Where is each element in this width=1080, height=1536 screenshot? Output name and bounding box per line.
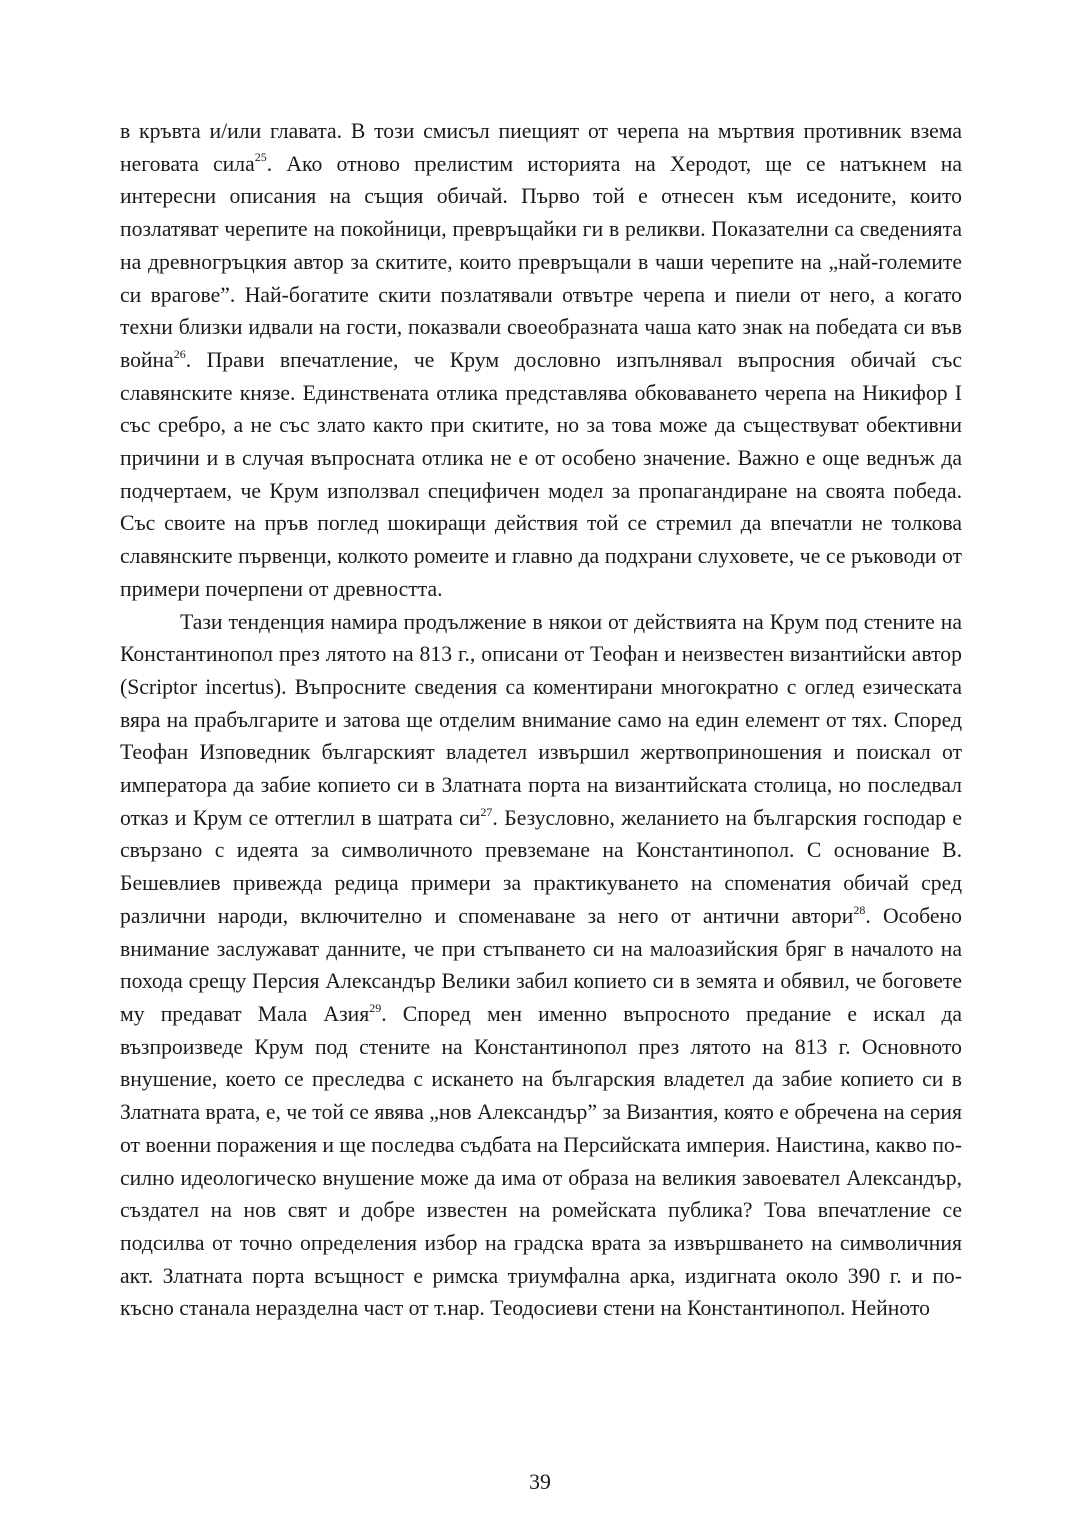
footnote-ref-28[interactable]: 28	[853, 902, 866, 917]
paragraph-2-text-3: . Особено внимание заслужават данните, че при стъпването си на малоазийския бряг в началото на похода срещу Персия Александър Велики забил копието си в земята и обявил, че боговете му предават Мала Азия	[120, 903, 962, 1026]
paragraph-2	[120, 606, 962, 1325]
paragraph-1	[120, 115, 962, 606]
paragraph-1-text-1: в кръвта и/или главата. В този смисъл пиещият от черепа на мъртвия противник взема неговата сила	[120, 119, 962, 176]
paragraph-2-text-1: Тази тенденция намира продължение в някои от действията на Крум под стените на Константинопол през лятото на 813 г., описани от Теофан и неизвестен византийски автор (Scriptor incertus). Въпросните сведения са коментирани многократно с оглед езическата вяра на прабългарите и затова ще отделим внимание само на един елемент от тях. Според Теофан Изповедник българският владетел извършил жертвоприношения и поискал от императора да забие копието си в Златната порта на византийската столица, но последвал отказ и Крум се оттеглил в шатрата си	[120, 609, 962, 830]
footnote-ref-27[interactable]: 27	[480, 804, 493, 819]
body-text	[120, 115, 962, 1325]
paragraph-2-text-2: . Безусловно, желанието на българския господар е свързано с идеята за символичното превземане на Константинопол. С основание В. Бешевлиев привежда редица примери за практикуването на споменатия обичай сред различни народи, включително и споменаване за него от антични автори	[120, 805, 962, 928]
footnote-ref-25[interactable]: 25	[254, 150, 267, 165]
footnote-ref-29[interactable]: 29	[369, 1000, 382, 1015]
paragraph-1-text-3: . Прави впечатление, че Крум дословно изпълнявал въпросния обичай със славянските князе. Единствената отлика представлява обковаването черепа на Никифор I със сребро, а не със злато както при скитите, но за това може да съществуват обективни причини и в случая въпросната отлика не е от особено значение. Важно е още веднъж да подчертаем, че Крум използвал специфичен модел за пропагандиране на своята победа. Със своите на пръв поглед шокиращи действия той се стремил да впечатли не толкова славянските първенци, колкото ромеите и главно да подхрани слуховете, че се ръководи от примери почерпени от древността.	[120, 347, 962, 601]
footnote-ref-26[interactable]: 26	[173, 346, 186, 361]
paragraph-1-text-2: . Ако отново прелистим историята на Херодот, ще се натъкнем на интересни описания на същия обичай. Първо той е отнесен към иседоните, които позлатяват черепите на покойници, превръщайки ги в реликви. Показателни са сведенията на древногръцкия автор за скитите, които превръщали в чаши черепите на „най-големите си врагове”. Най-богатите скити позлатявали отвътре черепа и пиели от него, а когато техни близки идвали на гости, показвали своеобразната чаша като знак на победата си във война	[120, 151, 963, 372]
page-number: 39	[529, 1470, 551, 1494]
paragraph-2-text-4: . Според мен именно въпросното предание е искал да възпроизведе Крум под стените на Константинопол през лятото на 813 г. Основното внушение, което се преследва с искането на българския владетел да забие копието си в Златната врата, е, че той се явява „нов Александър” за Византия, която е обречена на серия от военни поражения и ще последва съдбата на Персийската империя. Наистина, какво по-силно идеологическо внушение може да има от образа на великия завоевател Александър, създател на нов свят и добре известен на ромейската публика? Това впечатление се подсилва от точно определения избор на градска врата за извършването на символичния акт. Златната порта всъщност е римска триумфална арка, издигната около 390 г. и по-късно станала неразделна част от т.нар. Теодосиеви стени на Константинопол. Нейното	[120, 1001, 962, 1321]
